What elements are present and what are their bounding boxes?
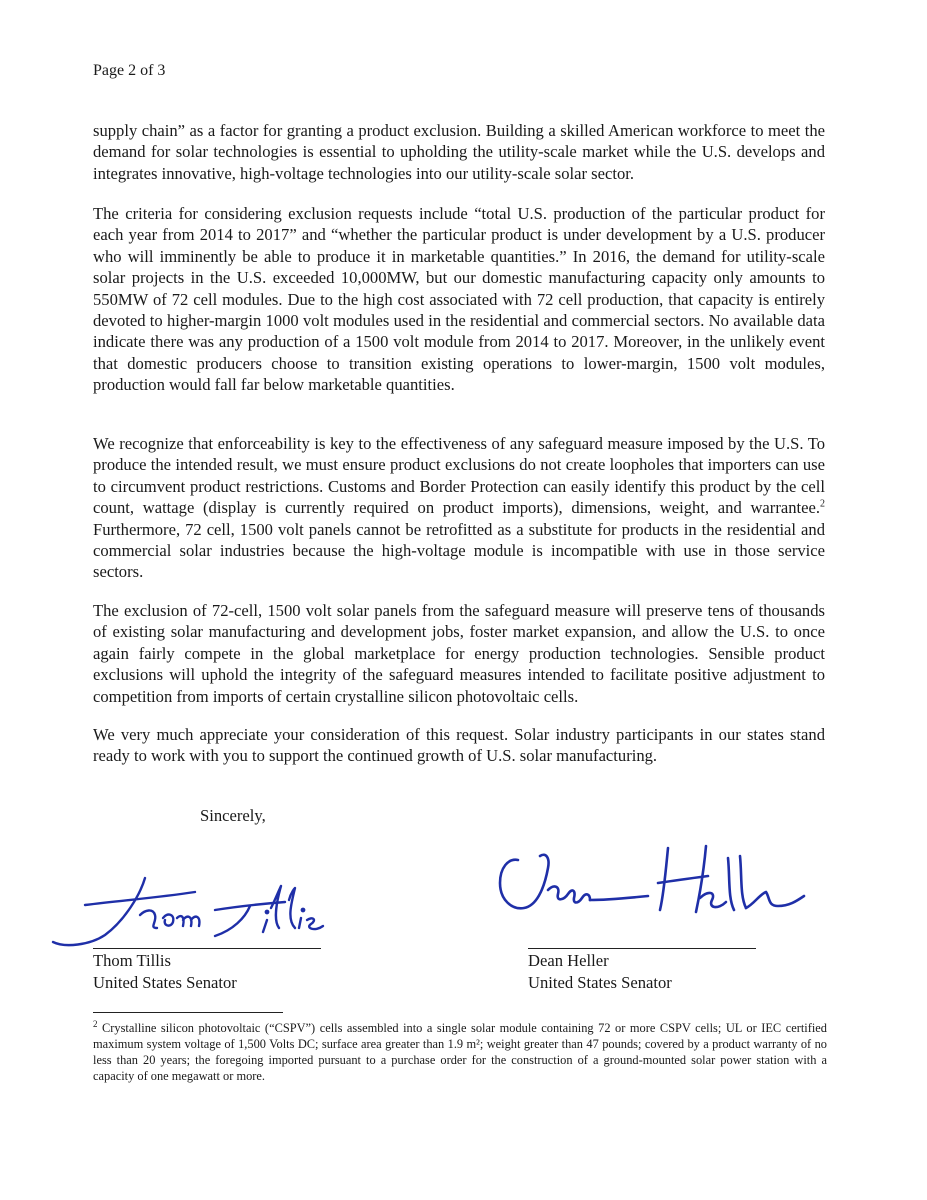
signature-thom-tillis — [45, 860, 345, 955]
signature-line-left — [93, 948, 321, 949]
page-number: Page 2 of 3 — [93, 62, 166, 79]
footnote-marker: 2 — [93, 1018, 98, 1029]
paragraph-3 — [93, 433, 825, 583]
signature-dean-heller — [478, 838, 808, 948]
closing-salutation: Sincerely, — [200, 806, 266, 825]
paragraph-3-text-b: Furthermore, 72 cell, 1500 volt panels cannot be retrofitted as a substitute for products in the residential and commercial solar industries because the high-voltage module is incompatible with use in those service sectors. — [93, 519, 825, 582]
signatory-name: Thom Tillis — [93, 951, 171, 970]
footnote-text: Crystalline silicon photovoltaic (“CSPV”) cells assembled into a single solar module containing 72 or more CSPV cells; UL or IEC certified maximum system voltage of 1,500 Volts DC; surface area greater than 1.9 m²; weight greater than 47 pounds; covered by a product warranty of no less than 20 years; the foregoing imported pursuant to a purchase order for the construction of a ground-mounted solar power station with a capacity of one megawatt or more. — [93, 1021, 827, 1083]
signatory-block-tillis — [93, 950, 237, 994]
signatory-name: Dean Heller — [528, 951, 609, 970]
paragraph-2: The criteria for considering exclusion requests include “total U.S. production of the particular product for each year from 2014 to 2017” and “whether the particular product is under development by a U.S. producer who will imminently be able to produce it in marketable quantities.” In 2016, the demand for utility-scale solar projects in the U.S. exceeded 10,000MW, but our domestic manufacturing capacity only amounts to 550MW of 72 cell modules. Due to the high cost associated with 72 cell production, that capacity is entirely devoted to higher-margin 1000 volt modules used in the residential and commercial sectors. No available data indicate there was any production of a 1500 volt module from 2014 to 2017. Moreover, in the unlikely event that domestic producers choose to transition existing operations to lower-margin, 1500 volt modules, production would fall far below marketable quantities. — [93, 204, 825, 395]
footnote-separator — [93, 1012, 283, 1013]
signatory-title: United States Senator — [93, 973, 237, 992]
paragraph-1: supply chain” as a factor for granting a product exclusion. Building a skilled American workforce to meet the demand for solar technologies is essential to upholding the utility-scale market while the U.S. develops and integrates innovative, high-voltage technologies into our utility-scale solar sector. — [93, 121, 825, 183]
signatory-title: United States Senator — [528, 973, 672, 992]
paragraph-3-text-a: We recognize that enforceability is key to the effectiveness of any safeguard measure imposed by the U.S. To produce the intended result, we must ensure product exclusions do not create loopholes that importers can use to circumvent product restrictions. Customs and Border Protection can easily identify this product by the cell count, wattage (display is currently required on product imports), dimensions, weight, and warrantee. — [93, 434, 825, 518]
paragraph-4: The exclusion of 72-cell, 1500 volt solar panels from the safeguard measure will preserve tens of thousands of existing solar manufacturing and development jobs, foster market expansion, and allow the U.S. to once again fairly compete in the global marketplace for energy production technologies. Sensible product exclusions will uphold the integrity of the safeguard measures intended to facilitate positive adjustment to competition from imports of certain crystalline silicon photovoltaic cells. — [93, 601, 825, 706]
footnote-reference: 2 — [820, 498, 825, 510]
paragraph-5: We very much appreciate your consideration of this request. Solar industry participants in our states stand ready to work with you to support the continued growth of U.S. solar manufacturing. — [93, 725, 825, 766]
footnote — [93, 1020, 827, 1084]
signature-line-right — [528, 948, 756, 949]
signatory-block-heller — [528, 950, 672, 994]
